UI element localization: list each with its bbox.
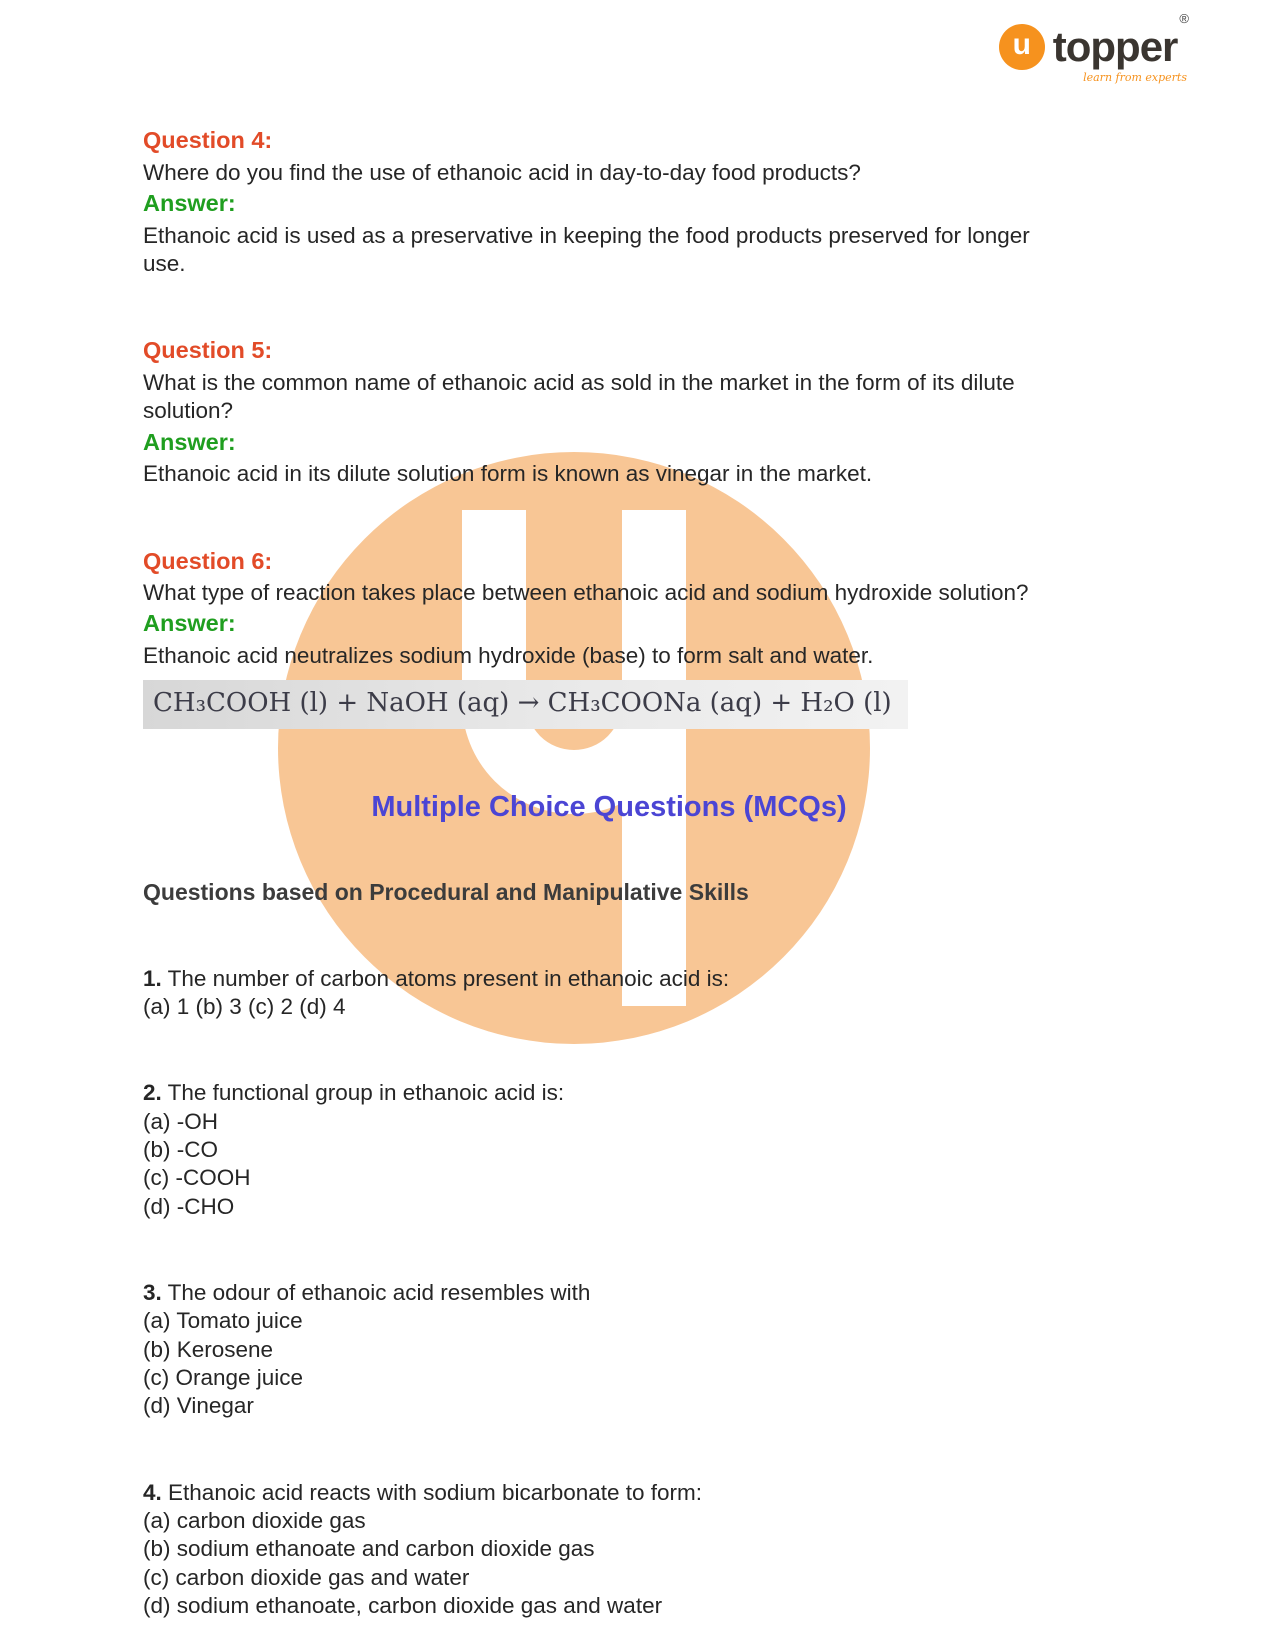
mcq-option: (d) Vinegar bbox=[143, 1393, 254, 1419]
question-heading: Question 5: bbox=[143, 337, 273, 364]
chemical-equation: CH₃COOH (l) + NaOH (aq) → CH₃COONa (aq) + H₂O (l) bbox=[143, 680, 908, 729]
mcq-question-text: Ethanoic acid reacts with sodium bicarbonate to form: bbox=[168, 1479, 703, 1505]
mcq-question-number: 4. bbox=[143, 1479, 162, 1505]
mcq-option: (d) -CHO bbox=[143, 1193, 235, 1219]
mcq-option: (b) Kerosene bbox=[143, 1336, 274, 1362]
mcq-option: (c) carbon dioxide gas and water bbox=[143, 1564, 470, 1590]
mcq-question-2 bbox=[143, 1079, 1075, 1221]
mcq-title: Multiple Choice Questions (MCQs) bbox=[371, 791, 847, 824]
question-text: What is the common name of ethanoic acid as sold in the market in the form of its dilute solution? bbox=[143, 369, 1015, 424]
mcq-question-text: The odour of ethanoic acid resembles with bbox=[167, 1280, 591, 1306]
registered-mark: ® bbox=[1179, 11, 1189, 26]
mcq-question-1 bbox=[143, 965, 1075, 1022]
mcq-option: (a) Tomato juice bbox=[143, 1308, 303, 1334]
brand-logo bbox=[999, 11, 1189, 84]
document-content bbox=[0, 126, 1275, 1621]
answer-text: Ethanoic acid in its dilute solution form is known as vinegar in the market. bbox=[143, 461, 873, 487]
mcq-question-line bbox=[143, 1279, 1075, 1307]
answer-label: Answer: bbox=[143, 189, 236, 216]
qa-section-5 bbox=[143, 336, 1075, 488]
brand-u-letter: u bbox=[1012, 28, 1031, 61]
brand-u-icon bbox=[999, 24, 1045, 70]
mcq-question-number: 3. bbox=[143, 1280, 162, 1306]
mcq-question-line bbox=[143, 1079, 1075, 1107]
mcq-question-4 bbox=[143, 1479, 1075, 1621]
mcq-question-number: 1. bbox=[143, 965, 162, 991]
mcq-question-line bbox=[143, 965, 1075, 993]
mcq-option: (b) sodium ethanoate and carbon dioxide gas bbox=[143, 1536, 595, 1562]
question-text: What type of reaction takes place between ethanoic acid and sodium hydroxide solution? bbox=[143, 580, 1029, 606]
question-heading: Question 4: bbox=[143, 127, 273, 153]
qa-section-6 bbox=[143, 547, 1075, 730]
question-text: Where do you find the use of ethanoic acid in day-to-day food products? bbox=[143, 159, 861, 185]
header bbox=[0, 0, 1275, 84]
mcq-question-text: The number of carbon atoms present in ethanoic acid is: bbox=[167, 965, 730, 991]
mcq-question-number: 2. bbox=[143, 1080, 162, 1106]
mcq-question-line bbox=[143, 1479, 1075, 1507]
brand-name: topper® bbox=[1052, 11, 1189, 70]
mcq-option: (a) carbon dioxide gas bbox=[143, 1508, 366, 1534]
mcq-option: (b) -CO bbox=[143, 1137, 218, 1163]
question-heading: Question 6: bbox=[143, 547, 273, 574]
mcq-subtitle: Questions based on Procedural and Manipulative Skills bbox=[143, 878, 749, 905]
answer-label: Answer: bbox=[143, 610, 236, 637]
mcq-option: (c) -COOH bbox=[143, 1165, 251, 1191]
mcq-question-3 bbox=[143, 1279, 1075, 1421]
mcq-question-text: The functional group in ethanoic acid is: bbox=[167, 1080, 565, 1106]
mcq-option: (c) Orange juice bbox=[143, 1365, 304, 1391]
mcq-option: (d) sodium ethanoate, carbon dioxide gas and water bbox=[143, 1593, 663, 1619]
answer-text: Ethanoic acid neutralizes sodium hydroxide (base) to form salt and water. bbox=[143, 643, 874, 669]
answer-text: Ethanoic acid is used as a preservative in keeping the food products preserved for longer use. bbox=[143, 222, 1030, 276]
mcq-option: (a) -OH bbox=[143, 1108, 218, 1134]
brand-tagline: learn from experts bbox=[1083, 71, 1187, 84]
answer-label: Answer: bbox=[143, 428, 236, 455]
mcq-option: (a) 1 (b) 3 (c) 2 (d) 4 bbox=[143, 994, 346, 1019]
qa-section-4 bbox=[143, 126, 1075, 278]
